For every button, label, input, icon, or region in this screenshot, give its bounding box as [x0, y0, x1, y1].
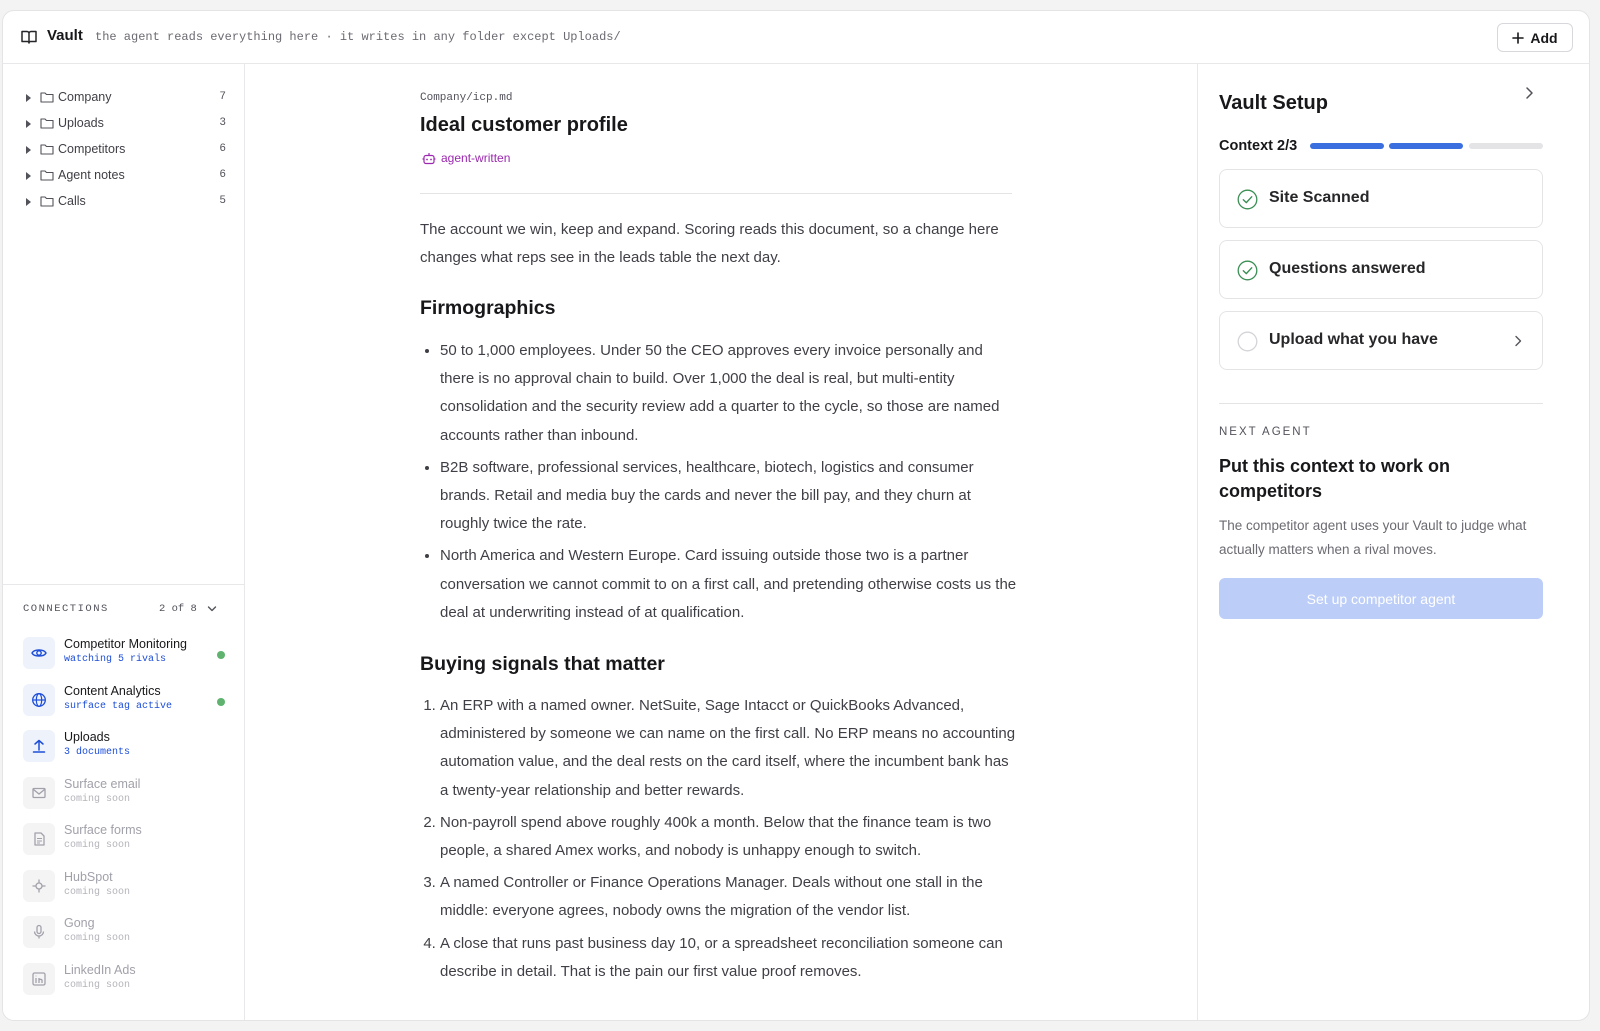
- linkedin-icon: [23, 963, 55, 995]
- connection-uploads[interactable]: [23, 728, 233, 768]
- connection-gong: [23, 914, 233, 954]
- hubspot-icon: [23, 870, 55, 902]
- document-title: Ideal customer profile: [420, 114, 628, 136]
- vault-setup-panel: [1197, 64, 1589, 1020]
- connection-title: Gong: [64, 916, 95, 930]
- tree-item-calls[interactable]: [3, 190, 245, 214]
- tree-item-uploads[interactable]: [3, 112, 245, 136]
- connection-status: 3 documents: [64, 747, 131, 758]
- tree-item-label: Calls: [58, 194, 86, 208]
- divider: [1219, 403, 1543, 404]
- list-item: 4. A close that runs past business day 10, or a spreadsheet reconciliation someone can describe in detail. That is the pain our first value proof removes.: [440, 930, 1020, 986]
- check-circle-icon: [1237, 189, 1258, 210]
- empty-circle-icon: [1237, 331, 1258, 352]
- connection-title: Competitor Monitoring: [64, 637, 187, 651]
- globe-icon: [23, 684, 55, 716]
- connection-content-analytics[interactable]: [23, 682, 233, 722]
- next-agent-description: The competitor agent uses your Vault to judge what actually matters when a rival moves.: [1219, 518, 1527, 557]
- status-dot: [217, 698, 225, 706]
- eye-icon: [23, 637, 55, 669]
- connection-status: surface tag active: [64, 701, 173, 712]
- next-agent-title: Put this context to work on competitors: [1219, 456, 1451, 501]
- tree-item-count: 7: [219, 91, 226, 103]
- folder-icon: [40, 195, 54, 207]
- connections-heading: CONNECTIONS: [23, 603, 109, 615]
- context-progress-label: Context 2/3: [1219, 138, 1298, 154]
- tree-item-count: 5: [219, 195, 226, 207]
- list-item: 2. Non-payroll spend above roughly 400k a month. Below that the finance team is two people, a shared Amex works, and nobody is unhappy enough to switch.: [440, 809, 1020, 865]
- tree-item-competitors[interactable]: [3, 138, 245, 162]
- buying-signals-list: [440, 692, 1020, 990]
- folder-icon: [40, 117, 54, 129]
- document-path: Company/icp.md: [420, 92, 513, 104]
- connection-surface-email: [23, 775, 233, 815]
- tree-item-label: Uploads: [58, 116, 104, 130]
- divider: [420, 193, 1012, 194]
- upload-icon: [23, 730, 55, 762]
- folder-icon: [40, 143, 54, 155]
- connection-status: coming soon: [64, 794, 131, 805]
- connection-title: Uploads: [64, 730, 110, 744]
- progress-segment: [1389, 143, 1463, 149]
- connection-status: watching 5 rivals: [64, 654, 167, 665]
- tree-item-count: 3: [219, 117, 226, 129]
- setup-competitor-agent-button[interactable]: Set up competitor agent: [1219, 578, 1543, 619]
- step-upload-what-you-have[interactable]: [1219, 311, 1543, 370]
- app-subtitle: the agent reads everything here · it writes in any folder except Uploads/: [95, 30, 621, 44]
- connection-status: coming soon: [64, 933, 131, 944]
- tag-label: agent-written: [441, 151, 511, 165]
- firmographics-list: [440, 337, 1020, 631]
- connection-status: coming soon: [64, 980, 131, 991]
- tree-item-label: Agent notes: [58, 168, 125, 182]
- book-icon: [20, 28, 38, 46]
- sidebar: [3, 64, 245, 1020]
- step-questions-answered[interactable]: [1219, 240, 1543, 299]
- heading-buying-signals: Buying signals that matter: [420, 653, 665, 675]
- tree-item-company[interactable]: [3, 86, 245, 110]
- list-item: 1. An ERP with a named owner. NetSuite, Sage Intacct or QuickBooks Advanced, administered by someone we can name on the first call. No ERP means no accounting automation value, and the deal rests on the card itself, where the incumbent bank has a twenty-year relationship and better rewards.: [440, 692, 1020, 805]
- mail-icon: [23, 777, 55, 809]
- app-title: Vault: [47, 27, 83, 44]
- tree-item-count: 6: [219, 143, 226, 155]
- connection-competitor-monitoring[interactable]: [23, 635, 233, 675]
- connection-hubspot: [23, 868, 233, 908]
- status-dot: [217, 651, 225, 659]
- plus-icon: [1512, 32, 1524, 44]
- connection-title: LinkedIn Ads: [64, 963, 136, 977]
- robot-icon: [422, 152, 436, 165]
- connection-surface-forms: [23, 821, 233, 861]
- vault-window: [2, 10, 1590, 1021]
- folder-icon: [40, 169, 54, 181]
- chevron-right-icon[interactable]: [1524, 86, 1534, 100]
- add-button[interactable]: [1497, 23, 1573, 52]
- tree-item-label: Company: [58, 90, 112, 104]
- progress-segment: [1310, 143, 1384, 149]
- next-agent-label: NEXT AGENT: [1219, 426, 1312, 438]
- intro-paragraph: The account we win, keep and expand. Scoring reads this document, so a change here changes what reps see in the leads table the next day.: [420, 221, 999, 267]
- setup-title: Vault Setup: [1219, 92, 1328, 114]
- connection-title: Surface forms: [64, 823, 142, 837]
- add-button-label: Add: [1530, 29, 1558, 46]
- connections-panel: [3, 584, 244, 1020]
- list-item: • North America and Western Europe. Card issuing outside those two is a partner conversation we cannot commit to on a first call, and pretending otherwise costs us the deal at underwriting instead of at qualification.: [440, 542, 1020, 627]
- caret-right-icon: [26, 172, 31, 180]
- caret-right-icon: [26, 94, 31, 102]
- connection-status: coming soon: [64, 840, 131, 851]
- form-icon: [23, 823, 55, 855]
- connection-title: HubSpot: [64, 870, 113, 884]
- connections-count: 2 of 8: [159, 603, 197, 615]
- caret-right-icon: [26, 146, 31, 154]
- connection-title: Content Analytics: [64, 684, 161, 698]
- chevron-right-icon: [1514, 335, 1522, 347]
- document-view: [246, 64, 1197, 1020]
- tree-item-label: Competitors: [58, 142, 126, 156]
- caret-right-icon: [26, 120, 31, 128]
- list-item: • B2B software, professional services, healthcare, biotech, logistics and consumer brands. Retail and media buy the cards and never the bill pay, and they churn at roughly twice the rate.: [440, 454, 1020, 539]
- connection-status: coming soon: [64, 887, 131, 898]
- top-bar: [3, 11, 1589, 64]
- progress-segment: [1469, 143, 1543, 149]
- list-item: 3. A named Controller or Finance Operations Manager. Deals without one stall in the middle: everyone agrees, nobody owns the migration of the vendor list.: [440, 869, 1020, 925]
- caret-right-icon: [26, 198, 31, 206]
- step-label: Questions answered: [1269, 260, 1426, 277]
- check-circle-icon: [1237, 260, 1258, 281]
- mic-icon: [23, 916, 55, 948]
- connection-title: Surface email: [64, 777, 141, 791]
- connection-linkedin-ads: [23, 961, 233, 1001]
- folder-icon: [40, 91, 54, 103]
- step-label: Upload what you have: [1269, 331, 1438, 348]
- list-item: • 50 to 1,000 employees. Under 50 the CEO approves every invoice personally and there is no approval chain to build. Over 1,000 the deal is real, but multi-entity consolidation and the security review add a quarter to the cycle, so those are named accounts rather than inbound.: [440, 337, 1020, 450]
- heading-firmographics: Firmographics: [420, 297, 556, 319]
- step-site-scanned[interactable]: [1219, 169, 1543, 228]
- chevron-down-icon[interactable]: [207, 605, 217, 613]
- tree-item-count: 6: [219, 169, 226, 181]
- tree-item-agent-notes[interactable]: [3, 164, 245, 188]
- agent-written-tag: [422, 151, 510, 165]
- step-label: Site Scanned: [1269, 189, 1370, 206]
